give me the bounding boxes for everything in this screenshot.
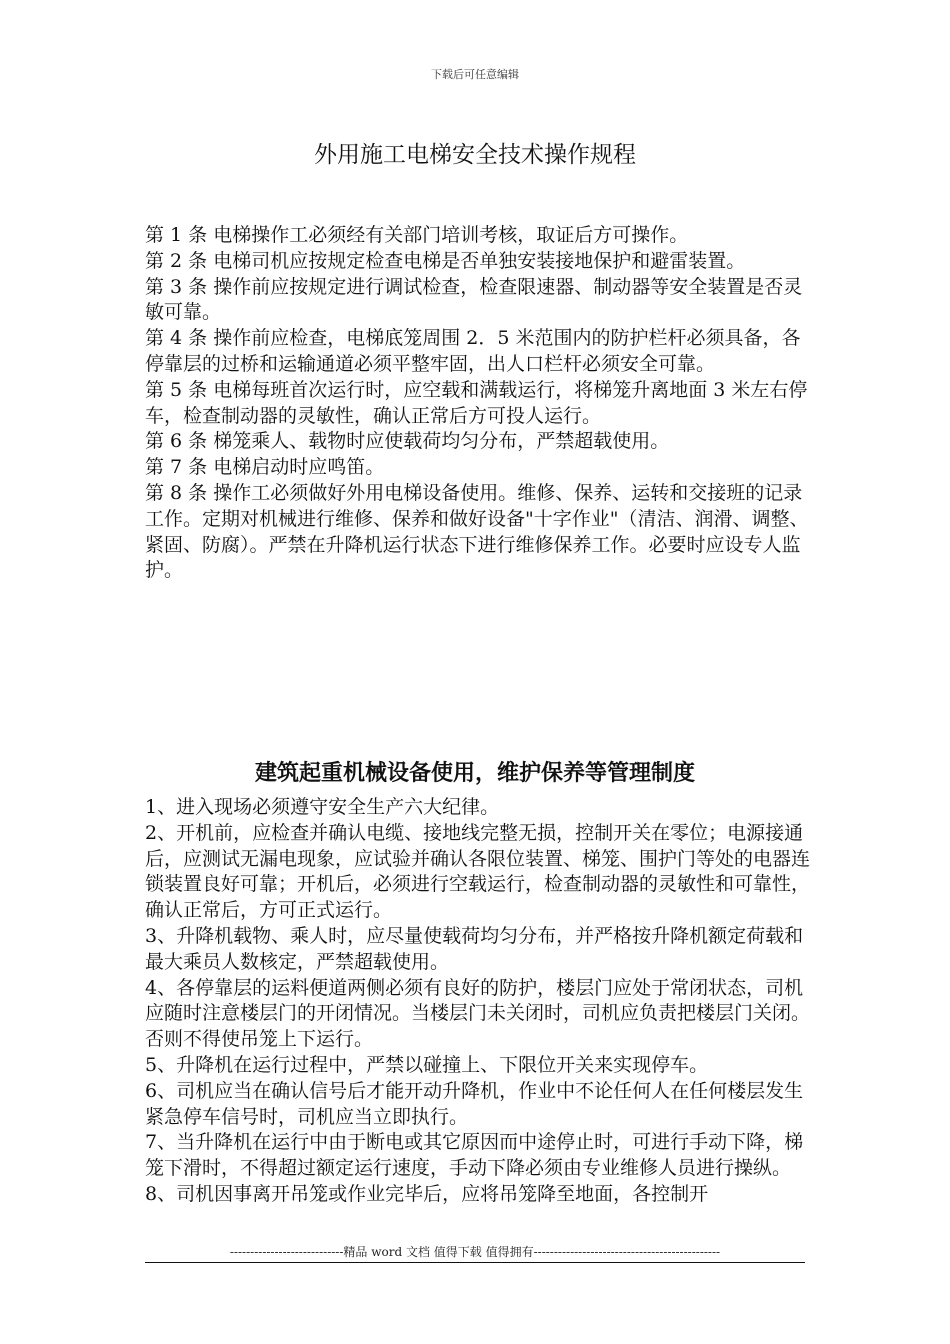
rule-item: 第 3 条 操作前应按规定进行调试检查，检查限速器、制动器等安全装置是否灵敏可靠。 [145, 275, 803, 324]
header-note: 下载后可任意编辑 [431, 68, 519, 81]
rule-item: 第 7 条 电梯启动时应鸣笛。 [145, 456, 385, 479]
rule-item: 第 8 条 操作工必须做好外用电梯设备使用。维修、保养、运转和交接班的记录工作。定期对机械进行维修、保养和做好设备"十字作业"（清洁、润滑、调整、紧固、防腐）。严禁在升降机运行状态下进行维修保养工作。必要时应设专人监护。 [145, 481, 809, 582]
rule-item: 第 6 条 梯笼乘人、载物时应使载荷均匀分布，严禁超载使用。 [145, 430, 670, 453]
section1-rules-list [145, 223, 815, 584]
rule-item: 2、开机前，应检查并确认电缆、接地线完整无损，控制开关在零位；电源接通后，应测试无漏电现象，应试验并确认各限位装置、梯笼、围护门等处的电器连锁装置良好可靠；开机后，必须进行空载运行，检查制动器的灵敏性和可靠性，确认正常后，方可正式运行。 [145, 821, 811, 922]
rule-item: 第 5 条 电梯每班首次运行时，应空载和满载运行，将梯笼升离地面 3 米左右停车，检查制动器的灵敏性，确认正常后方可投人运行。 [145, 378, 808, 427]
rule-item: 第 1 条 电梯操作工必须经有关部门培训考核，取证后方可操作。 [145, 224, 689, 246]
rule-item: 1、进入现场必须遵守安全生产六大纪律。 [145, 796, 500, 818]
rule-item: 4、各停靠层的运料便道两侧必须有良好的防护，楼层门应处于常闭状态，司机应随时注意楼层门的开闭情况。当楼层门未关闭时，司机应负责把楼层门关闭。否则不得使吊笼上下运行。 [145, 976, 811, 1051]
rule-item: 6、司机应当在确认信号后才能开动升降机，作业中不论任何人在任何楼层发生紧急停车信号时，司机应当立即执行。 [145, 1079, 804, 1128]
rule-item: 8、司机因事离开吊笼或作业完毕后，应将吊笼降至地面，各控制开 [145, 1182, 709, 1205]
rule-item: 3、升降机载物、乘人时，应尽量使载荷均匀分布，并严格按升降机额定荷载和最大乘员人数核定，严禁超载使用。 [145, 924, 804, 973]
footer-divider [145, 1262, 805, 1263]
rule-item: 7、当升降机在运行中由于断电或其它原因而中途停止时，可进行手动下降，梯笼下滑时，不得超过额定运行速度，手动下降必须由专业维修人员进行操纵。 [145, 1131, 804, 1180]
rule-item: 5、升降机在运行过程中，严禁以碰撞上、下限位开关来实现停车。 [145, 1053, 709, 1076]
rule-item: 第 2 条 电梯司机应按规定检查电梯是否单独安装接地保护和避雷装置。 [145, 249, 746, 272]
section2-title: 建筑起重机械设备使用，维护保养等管理制度 [254, 760, 695, 786]
section2-rules-list [145, 795, 817, 1208]
footer-note: ----------------------------精品 word 文档 值得下载 值得拥有---------------------------------------------- [229, 1245, 721, 1259]
rule-item: 第 4 条 操作前应检查，电梯底笼周围 2．5 米范围内的防护栏杆必须具备，各停靠层的过桥和运输通道必须平整牢固，出人口栏杆必须安全可靠。 [145, 327, 801, 375]
section1-title: 外用施工电梯安全技术操作规程 [314, 142, 636, 168]
